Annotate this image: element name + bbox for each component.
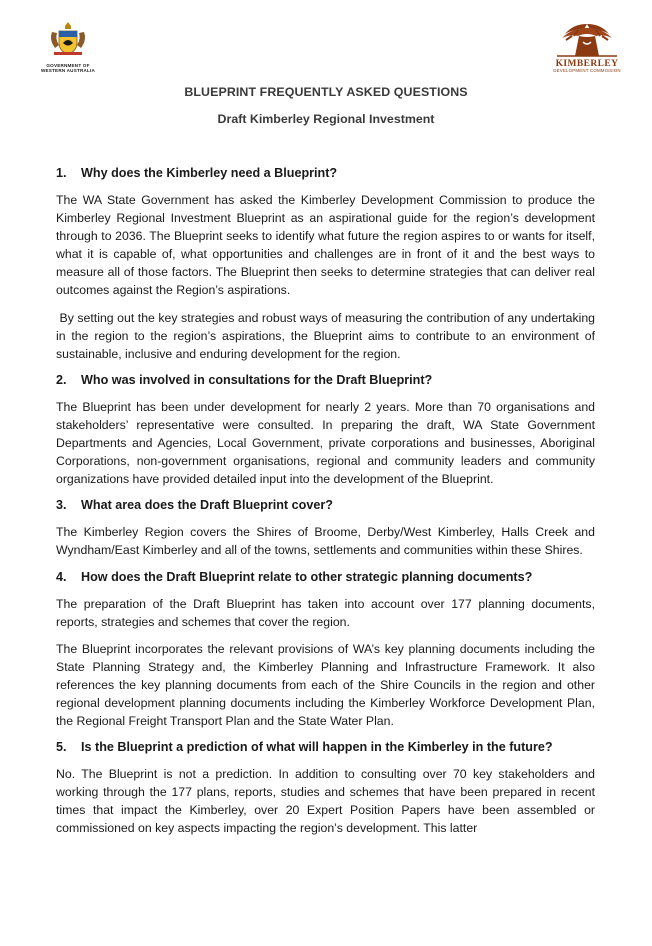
wa-logo-caption-line2: WESTERN AUSTRALIA (40, 68, 95, 74)
question-text: How does the Draft Blueprint relate to other strategic planning documents? (81, 569, 533, 584)
document-title: BLUEPRINT FREQUENTLY ASKED QUESTIONS (184, 85, 468, 99)
faq-question (56, 569, 595, 585)
answer-paragraph: The Blueprint has been under development for nearly 2 years. More than 70 organisations and stakeholders’ representative were consulted. In preparing the draft, WA State Government Departments and Agencies, Local Government, private corporations and businesses, Aboriginal Corporations, non-government organisations, regional and community leaders and community organizations have provided detailed input into the development of the Blueprint. (56, 399, 595, 487)
kdc-logo-subtitle: DEVELOPMENT COMMISSION (553, 68, 621, 73)
question-text: Why does the Kimberley need a Blueprint? (81, 166, 338, 180)
answer-paragraph: No. The Blueprint is not a prediction. In addition to consulting over 70 key stakeholders and working through the 177 plans, reports, studies and schemes that have been prepared in recent times that impact the Kimberley, over 20 Expert Position Papers have been assembled or commissioned on key aspects impacting the region’s development. This latter (56, 767, 595, 836)
kdc-logo-name: KIMBERLEY (555, 59, 619, 69)
answer-paragraph: By setting out the key strategies and robust ways of measuring the contribution of any undertaking in the region to the region’s aspirations, the Blueprint aims to contribute to an environment of sustainable, inclusive and enduring development for the region. (56, 310, 599, 361)
question-number: 4. (56, 569, 67, 584)
faq-question (56, 372, 595, 388)
document-subtitle: Draft Kimberley Regional Investment (217, 112, 435, 126)
question-number: 5. (56, 740, 67, 755)
question-number: 3. (56, 498, 67, 513)
question-text: What area does the Draft Blueprint cover? (81, 498, 333, 513)
answer-paragraph: The Blueprint incorporates the relevant provisions of WA’s key planning documents including the State Planning Strategy and, the Kimberley Planning and Infrastructure Framework. It also references the key planning documents from each of the Shire Councils in the region and other regional development planning documents including the Kimberley Workforce Development Plan, the Regional Freight Transport Plan and the State Water Plan. (56, 641, 595, 729)
faq-question (56, 497, 595, 513)
wa-logo-caption-line1: GOVERNMENT OF (46, 63, 90, 68)
kimberley-development-commission-logo (548, 20, 626, 80)
question-number: 1. (56, 166, 67, 180)
answer-paragraph: The Kimberley Region covers the Shires of Broome, Derby/West Kimberley, Halls Creek and Wyndham/East Kimberley and all of the towns, settlements and communities within these Shires. (56, 525, 595, 558)
faq-question (56, 165, 595, 181)
faq-question (56, 739, 595, 755)
answer-paragraph: The preparation of the Draft Blueprint has taken into account over 177 planning documents, reports, strategies and schemes that cover the region. (56, 596, 595, 629)
faq-content (56, 165, 599, 847)
wa-government-logo (28, 20, 108, 78)
boab-tree-icon (554, 20, 620, 58)
question-text: Is the Blueprint a prediction of what will happen in the Kimberley in the future? (81, 740, 553, 755)
wa-crest-icon (48, 20, 88, 58)
question-number: 2. (56, 372, 67, 387)
question-text: Who was involved in consultations for the Draft Blueprint? (81, 372, 433, 387)
answer-paragraph: The WA State Government has asked the Kimberley Development Commission to produce the Kimberley Regional Investment Blueprint as an aspirational guide for the region’s development through to 2036. The Blueprint seeks to identify what future the region aspires to or wants for itself, what it is capable of, what opportunities and challenges are in front of it and the best ways to measure all of those factors. The Blueprint then seeks to determine strategies that can deliver real outcomes against the Region’s aspirations. (56, 193, 595, 298)
